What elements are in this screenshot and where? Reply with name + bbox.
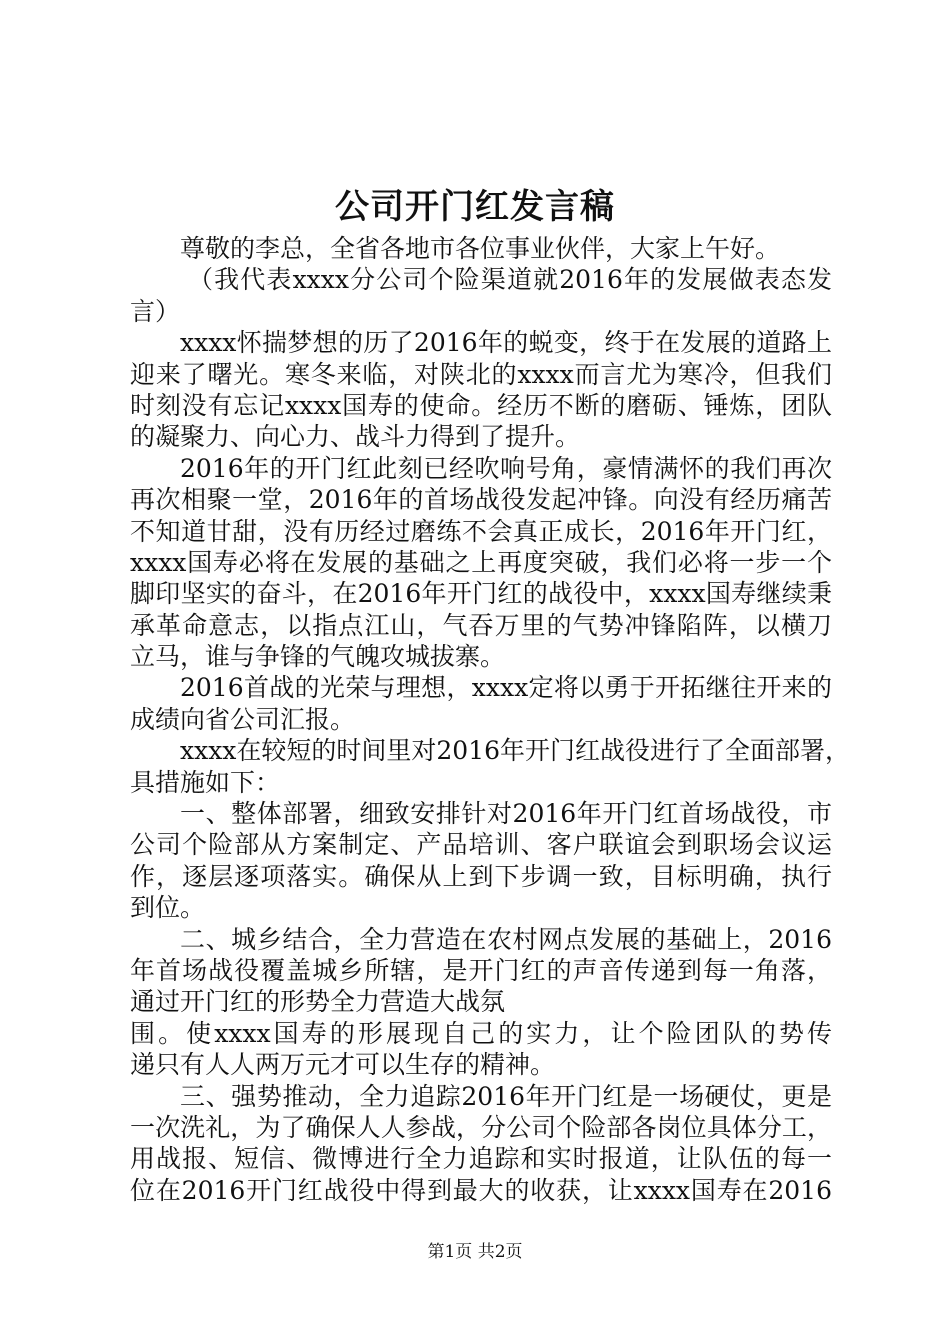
- body-line: 用战报、短信、微博进行全力追踪和实时报道，让队伍的每一: [130, 1144, 832, 1174]
- body-line: 公司个险部从方案制定、产品培训、客户联谊会到职场会议运: [130, 830, 832, 860]
- body-line: 时刻没有忘记xxxx国寿的使命。经历不断的磨砺、锤炼，团队: [130, 390, 832, 420]
- body-line: 位在2016开门红战役中得到最大的收获，让xxxx国寿在2016: [130, 1175, 832, 1205]
- body-line: 二、城乡结合，全力营造在农村网点发展的基础上，2016: [180, 924, 832, 954]
- body-line: 的凝聚力、向心力、战斗力得到了提升。: [130, 422, 581, 452]
- body-line: 再次相聚一堂，2016年的首场战役发起冲锋。向没有经历痛苦: [130, 485, 832, 515]
- page-footer: 第1页 共2页: [427, 1242, 523, 1262]
- body-line: 成绩向省公司汇报。: [130, 704, 356, 734]
- document-body: [130, 233, 851, 1206]
- body-line: xxxx怀揣梦想的历了2016年的蜕变，终于在发展的道路上: [180, 328, 832, 358]
- body-line: 一次洗礼，为了确保人人参战，分公司个险部各岗位具体分工，: [130, 1112, 832, 1142]
- body-line: 作，逐层逐项落实。确保从上到下步调一致，目标明确，执行: [130, 861, 832, 891]
- document-title: 公司开门红发言稿: [335, 187, 615, 227]
- body-line: 迎来了曙光。寒冬来临，对陕北的xxxx而言尤为寒冷，但我们: [130, 359, 832, 389]
- body-line: 不知道甘甜，没有历经过磨练不会真正成长，2016年开门红，: [130, 516, 832, 546]
- body-line: 三、强势推动，全力追踪2016年开门红是一场硬仗，更是: [180, 1081, 832, 1111]
- body-line: xxxx在较短的时间里对2016年开门红战役进行了全面部署，: [180, 736, 851, 766]
- body-line: （我代表xxxx分公司个险渠道就2016年的发展做表态发: [188, 265, 832, 295]
- body-line: 递只有人人两万元才可以生存的精神。: [130, 1050, 556, 1080]
- body-line: 2016首战的光荣与理想，xxxx定将以勇于开拓继往开来的: [180, 673, 832, 703]
- body-line: 尊敬的李总，全省各地市各位事业伙伴，大家上午好。: [180, 234, 781, 263]
- body-line: 年首场战役覆盖城乡所辖，是开门红的声音传递到每一角落，: [130, 955, 832, 985]
- body-line: 到位。: [130, 893, 206, 923]
- body-line: 言）: [130, 296, 181, 326]
- body-line: 承革命意志，以指点江山，气吞万里的气势冲锋陷阵，以横刀: [130, 610, 832, 640]
- body-line: 一、整体部署，细致安排针对2016年开门红首场战役，市: [180, 799, 832, 829]
- body-line: 通过开门红的形势全力营造大战氛: [130, 987, 506, 1017]
- body-line: 脚印坚实的奋斗，在2016年开门红的战役中，xxxx国寿继续秉: [130, 579, 832, 609]
- body-line: 具措施如下：: [130, 767, 281, 797]
- body-line: 2016年的开门红此刻已经吹响号角，豪情满怀的我们再次: [180, 453, 832, 483]
- body-line: 立马，谁与争锋的气魄攻城拔寨。: [130, 642, 506, 672]
- body-line: xxxx国寿必将在发展的基础之上再度突破，我们必将一步一个: [130, 547, 832, 577]
- body-line: 围。使xxxx国寿的形展现自己的实力，让个险团队的势传: [130, 1018, 832, 1048]
